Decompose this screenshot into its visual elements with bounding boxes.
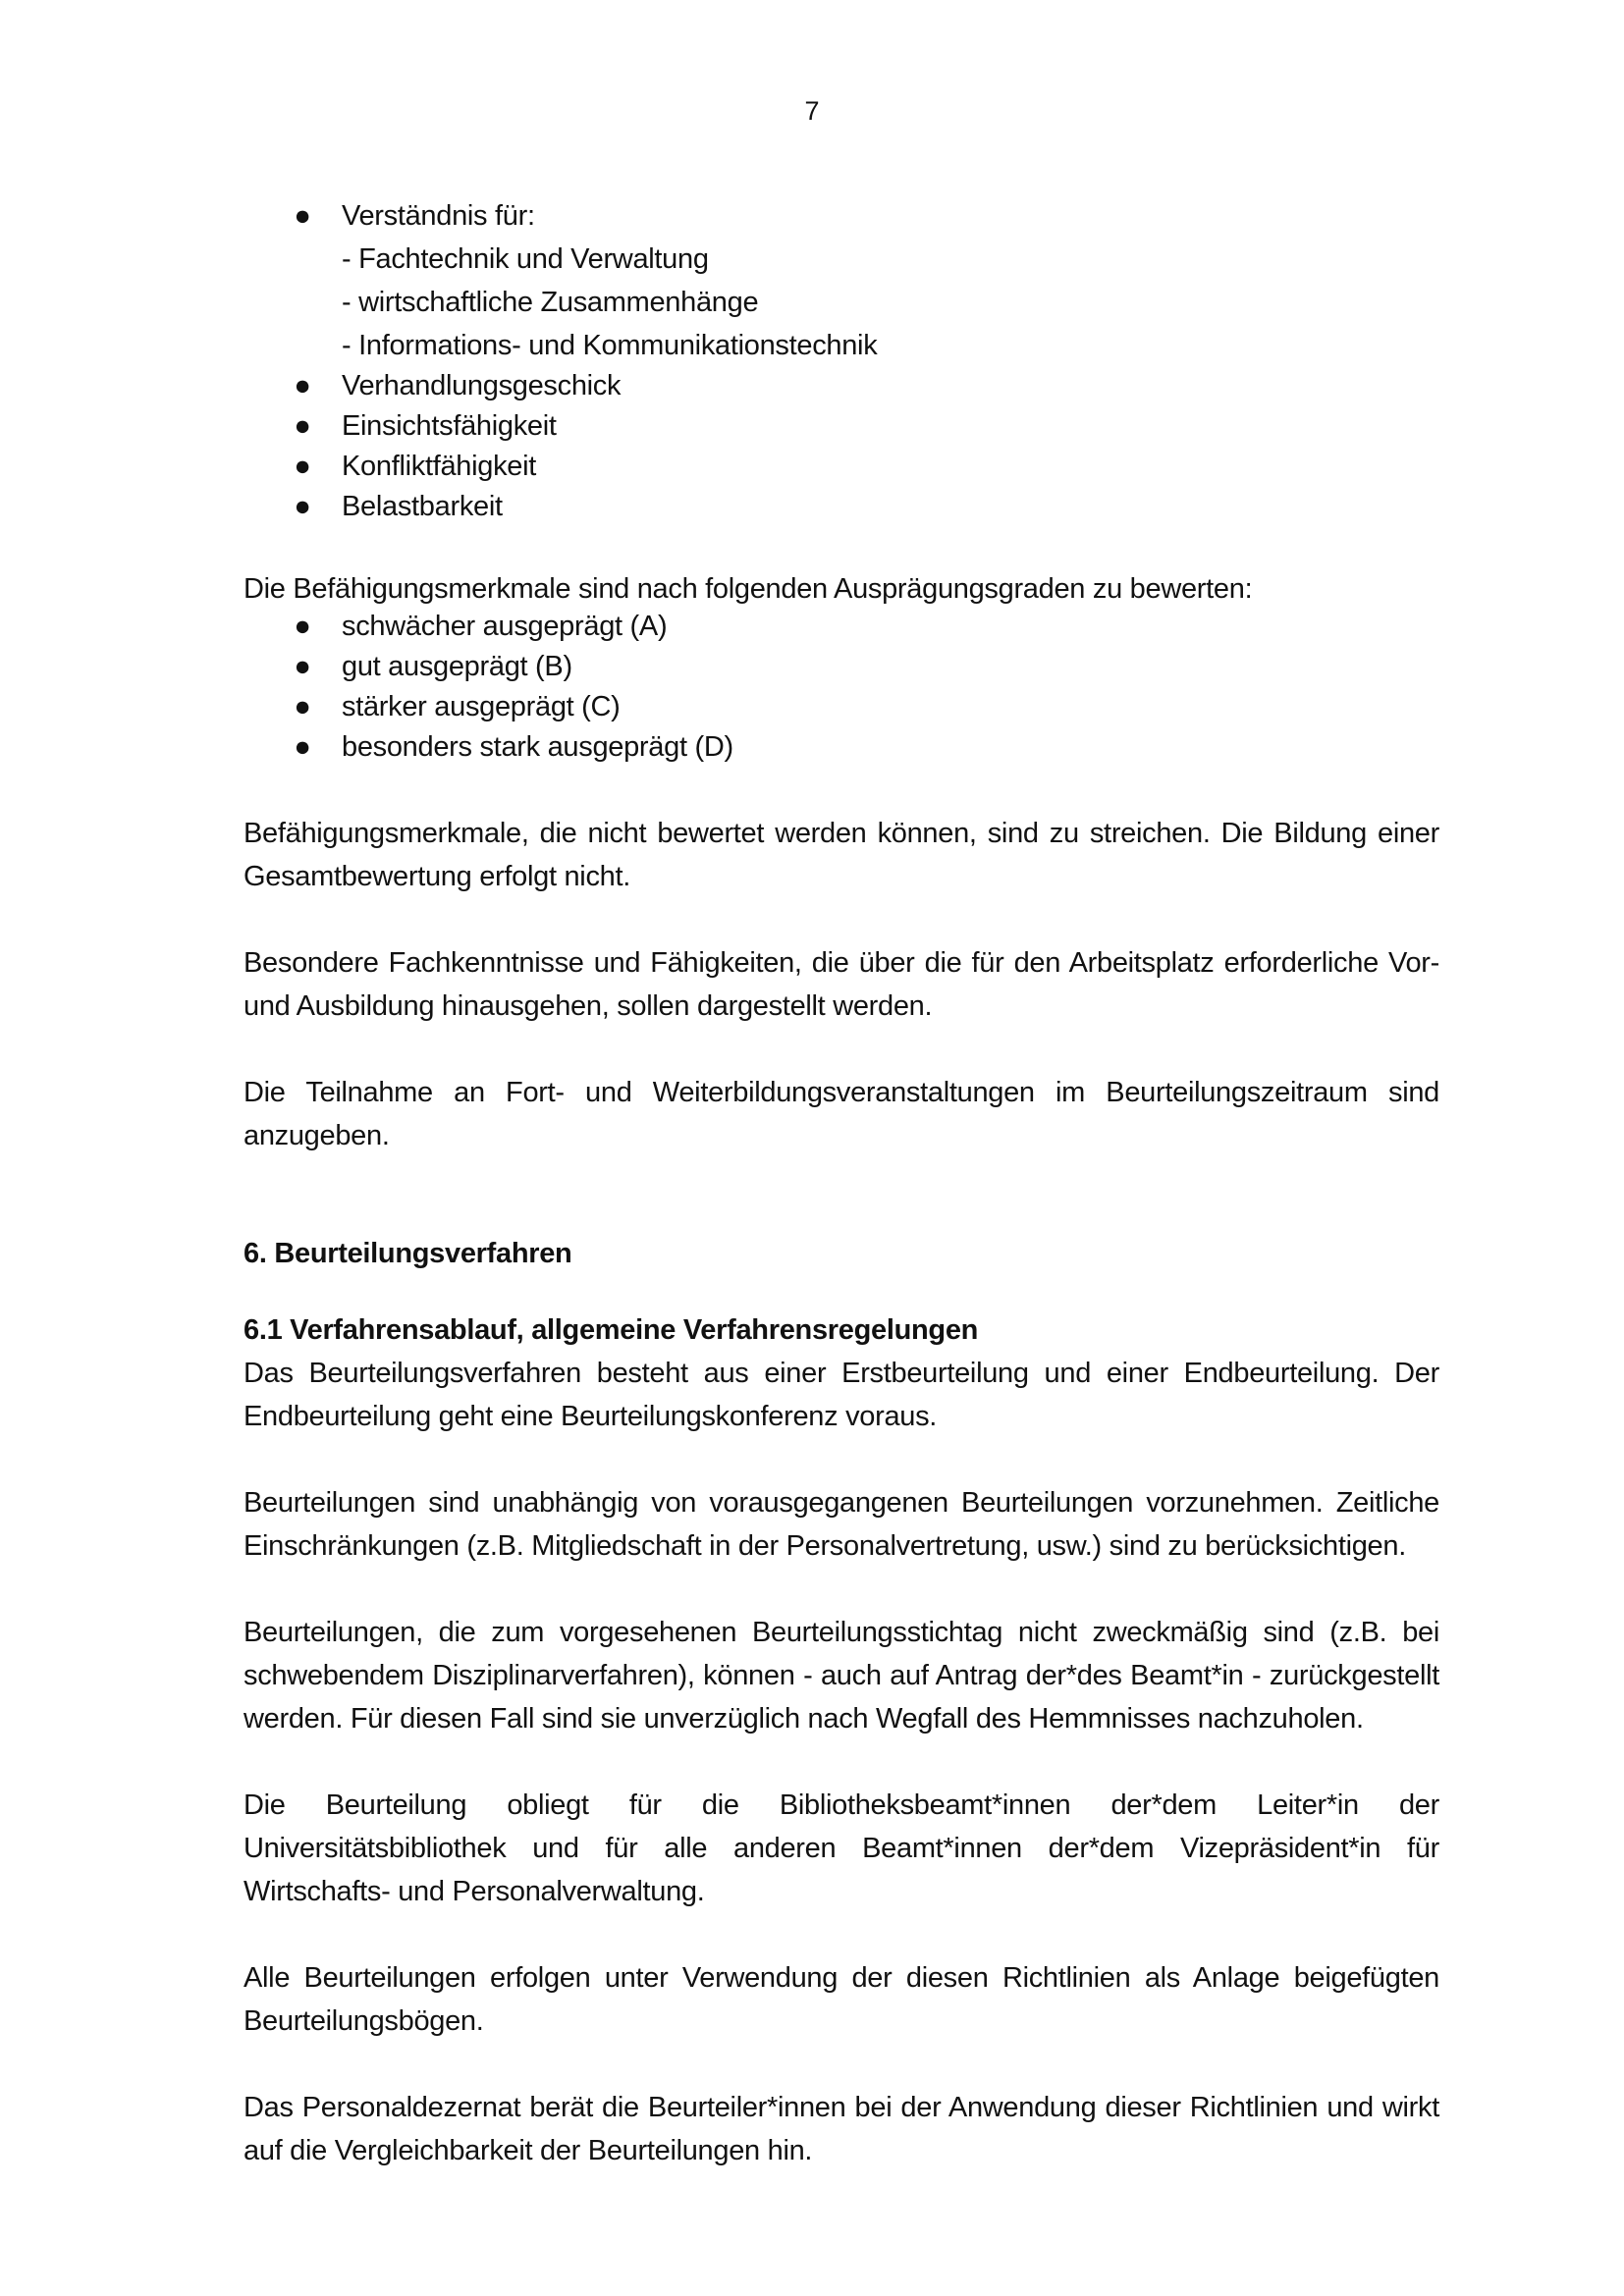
list-item [244,725,1439,769]
paragraph: Das Personaldezernat berät die Beurteiler*innen bei der Anwendung dieser Richtlinien und wirkt auf die Vergleichbarkeit der Beurteilungen hin. [244,2092,1439,2166]
list-item-label: gut ausgeprägt (B) [342,651,572,682]
list-item-label: Konfliktfähigkeit [342,451,537,482]
paragraph: Beurteilungen, die zum vorgesehenen Beurteilungsstichtag nicht zweckmäßig sind (z.B. bei schwebendem Disziplinarverfahren), können - auch auf Antrag der*des Beamt*in - zurückgestellt werden. Für diesen Fall sind sie unverzüglich nach Wegfall des Hemmnisses nachzuholen. [244,1617,1439,1735]
bullet-icon: ● [294,611,311,642]
paragraph: Das Beurteilungsverfahren besteht aus einer Erstbeurteilung und einer Endbeurteilung. Der Endbeurteilung geht eine Beurteilungskonferenz voraus. [244,1358,1439,1432]
paragraph: Besondere Fachkenntnisse und Fähigkeiten, die über die für den Arbeitsplatz erforderliche Vor- und Ausbildung hinausgehen, sollen dargestellt werden. [244,947,1439,1022]
list-item-label: Verständnis für: [342,200,535,232]
list-item [244,645,1439,688]
grades-list [244,605,1439,769]
list-item [244,605,1439,648]
list-item [244,485,1439,528]
section-heading: 6. Beurteilungsverfahren [244,1238,572,1269]
list-item [244,685,1439,728]
list-item-label: Belastbarkeit [342,491,503,522]
paragraph: Befähigungsmerkmale, die nicht bewertet werden können, sind zu streichen. Die Bildung einer Gesamtbewertung erfolgt nicht. [244,818,1439,892]
paragraph: Beurteilungen sind unabhängig von vorausgegangenen Beurteilungen vorzunehmen. Zeitliche Einschränkungen (z.B. Mitgliedschaft in der Personalvertretung, usw.) sind zu berücksichtigen. [244,1487,1439,1562]
list-subitem: - wirtschaftliche Zusammenhänge [342,287,759,318]
bullet-icon: ● [294,731,311,763]
list-subitem: - Fachtechnik und Verwaltung [342,243,709,275]
list-item [244,404,1439,448]
bullet-icon: ● [294,200,311,232]
list-item [244,364,1439,407]
document-body [244,194,1439,2172]
bullet-icon: ● [294,410,311,442]
list-item [244,445,1439,488]
bullet-icon: ● [294,370,311,401]
list-item-label: schwächer ausgeprägt (A) [342,611,668,642]
paragraph: Die Beurteilung obliegt für die Bibliotheksbeamt*innen der*dem Leiter*in der Universitätsbibliothek und für alle anderen Beamt*innen der*dem Vizepräsident*in für Wirtschafts- und Personalverwaltung. [244,1789,1439,1907]
page-number: 7 [804,96,820,126]
bullet-icon: ● [294,451,311,482]
bullet-icon: ● [294,651,311,682]
list-item-label: Verhandlungsgeschick [342,370,622,401]
list-item [244,194,1439,367]
paragraph: Die Teilnahme an Fort- und Weiterbildungsveranstaltungen im Beurteilungszeitraum sind anzugeben. [244,1077,1439,1151]
paragraph: Alle Beurteilungen erfolgen unter Verwendung der diesen Richtlinien als Anlage beigefügten Beurteilungsbögen. [244,1962,1439,2037]
list-item-label: Einsichtsfähigkeit [342,410,557,442]
list-subitem: - Informations- und Kommunikationstechnik [342,330,878,361]
subsection-heading: 6.1 Verfahrensablauf, allgemeine Verfahrensregelungen [244,1314,979,1346]
bullet-icon: ● [294,491,311,522]
list-item-label: besonders stark ausgeprägt (D) [342,731,733,763]
grades-intro: Die Befähigungsmerkmale sind nach folgenden Ausprägungsgraden zu bewerten: [244,573,1253,605]
qualification-list [244,194,1439,528]
bullet-icon: ● [294,691,311,722]
list-item-label: stärker ausgeprägt (C) [342,691,621,722]
